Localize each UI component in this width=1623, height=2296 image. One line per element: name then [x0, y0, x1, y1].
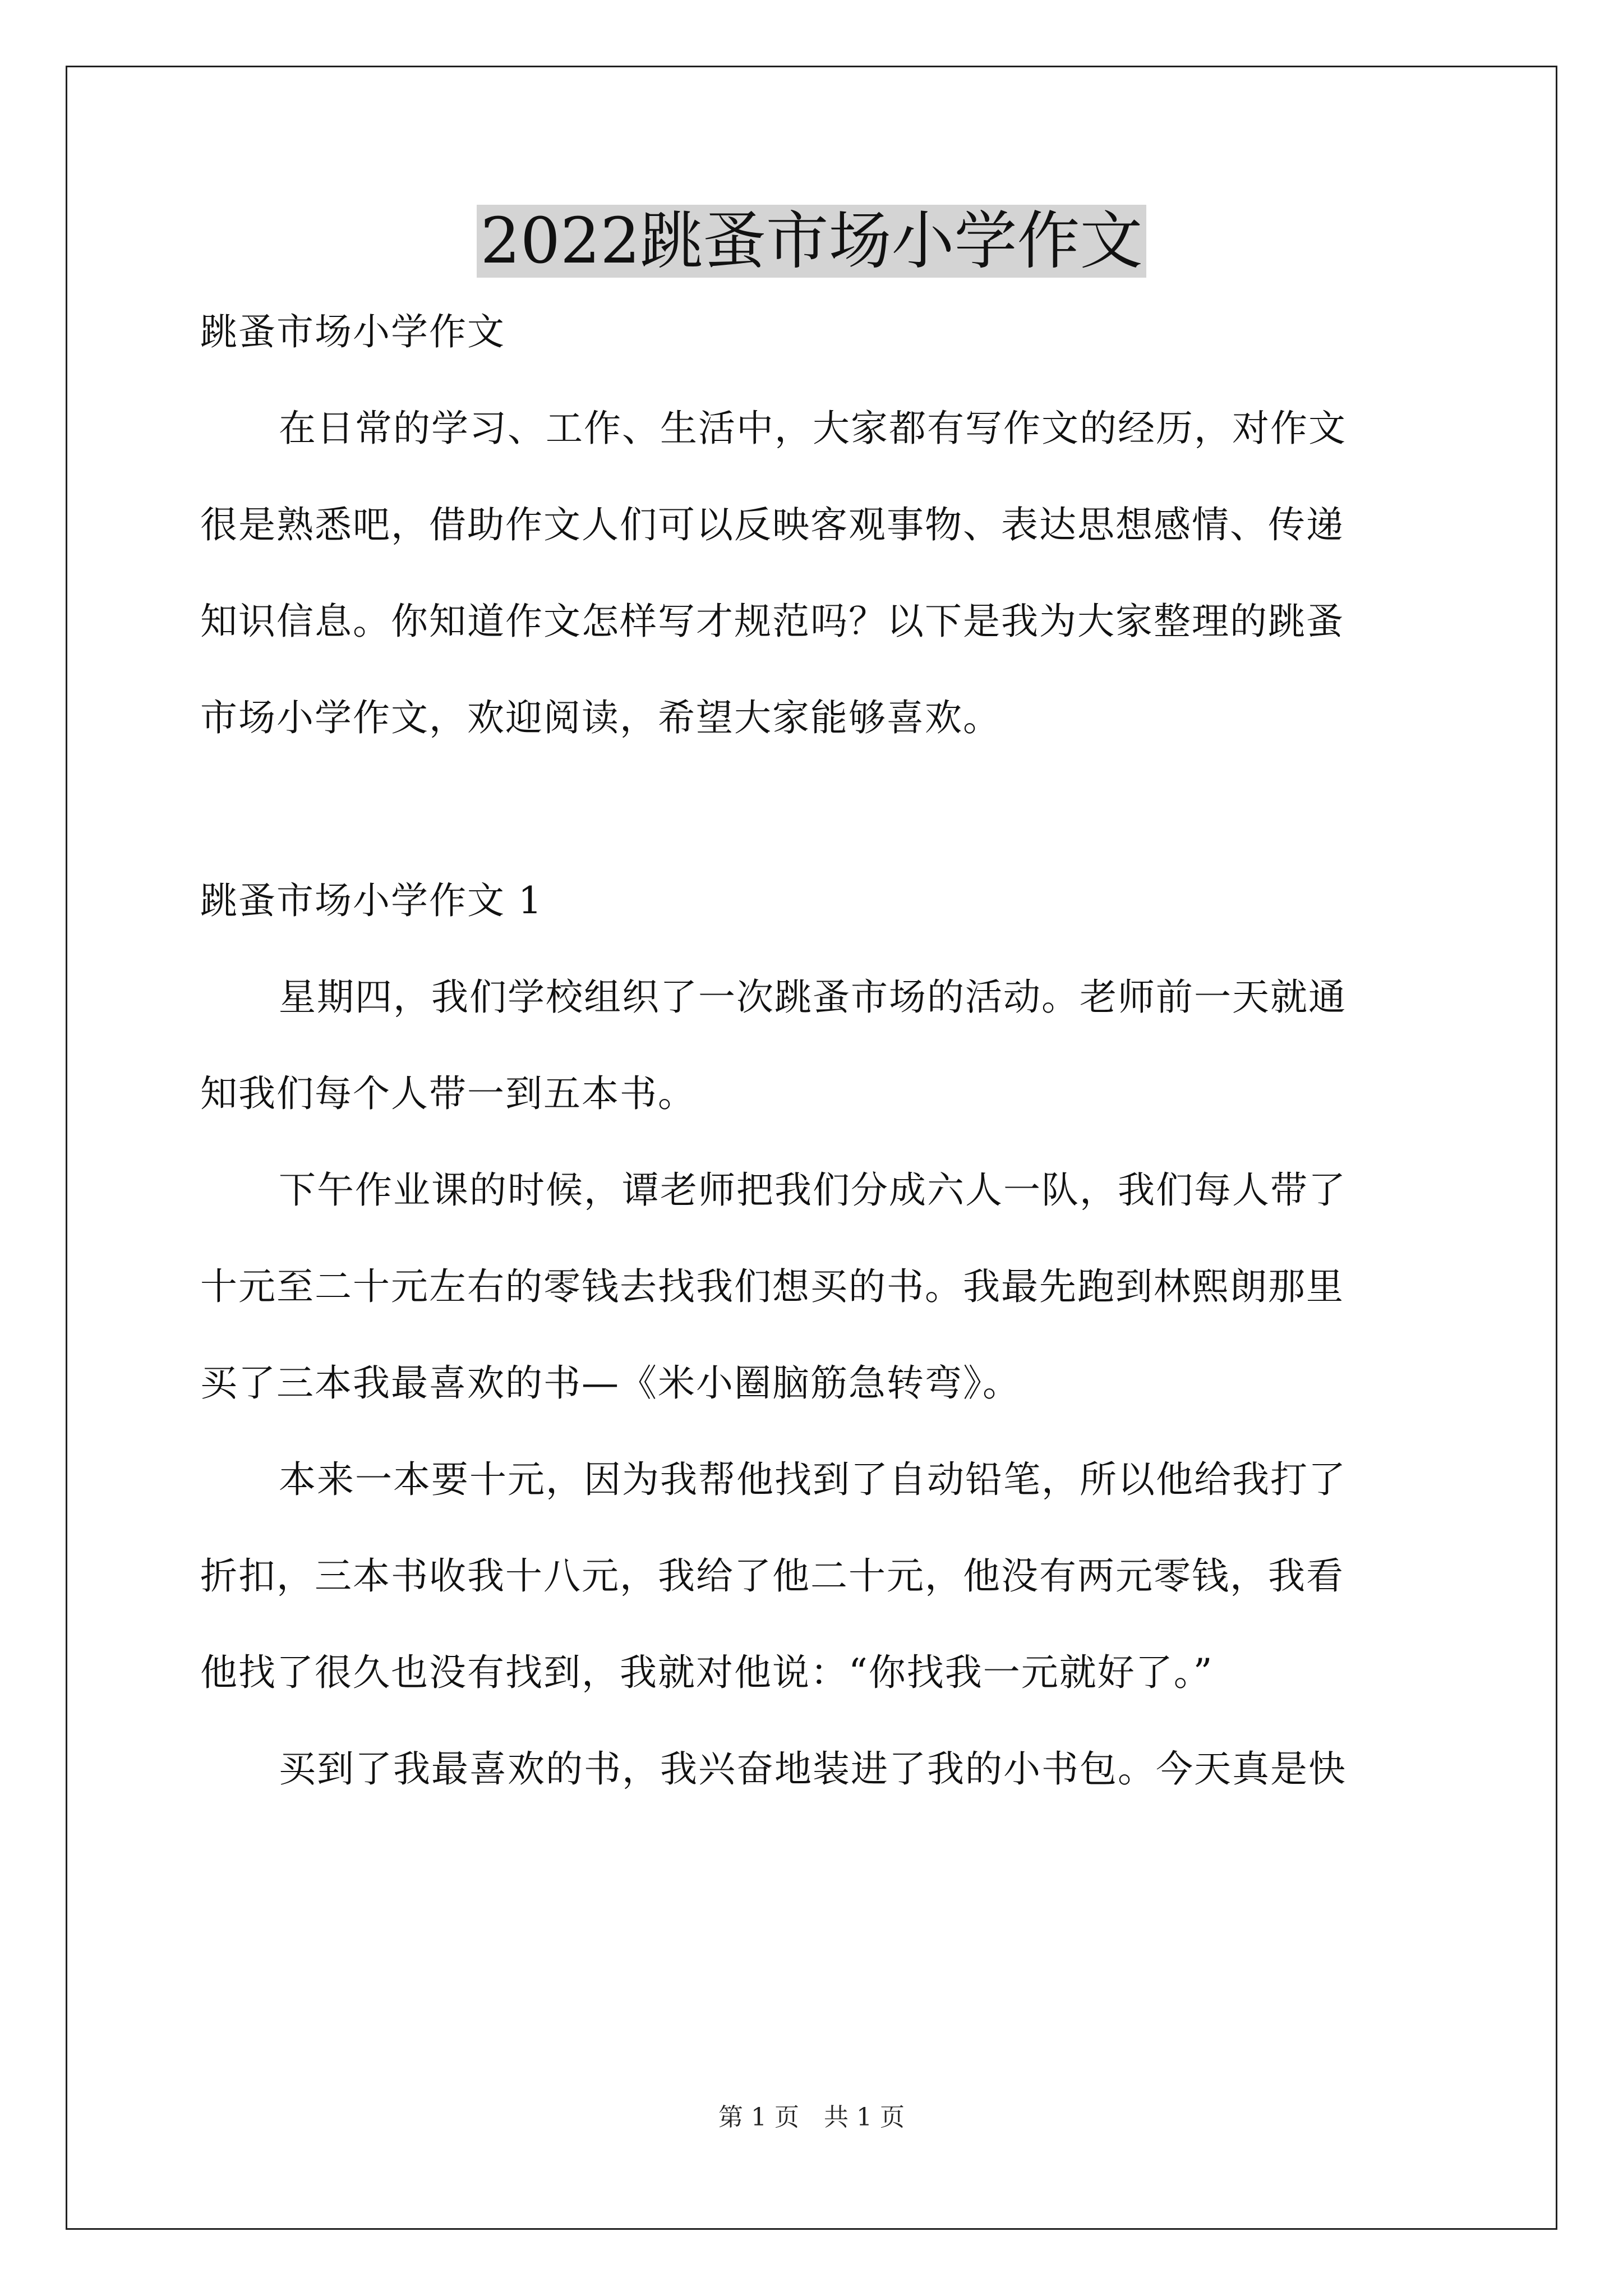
document-title [0, 203, 1623, 279]
text-line: 在日常的学习、工作、生活中，大家都有写作文的经历，对作文 [279, 407, 1347, 450]
text-line: 买到了我最喜欢的书，我兴奋地装进了我的小书包。今天真是快 [279, 1747, 1347, 1791]
text-line: 买了三本我最喜欢的书—《米小圈脑筋急转弯》。 [200, 1361, 1021, 1405]
body-paragraph [200, 1743, 1426, 1796]
page-footer: 第 1 页 共 1 页 [718, 2103, 905, 2132]
text-line: 很是熟悉吧，借助作文人们可以反映客观事物、表达思想感情、传递 [200, 503, 1344, 546]
document-body [200, 306, 1426, 1839]
text-line: 折扣，三本书收我十八元，我给了他二十元，他没有两元零钱，我看 [200, 1554, 1344, 1598]
document-subtitle: 跳蚤市场小学作文 [200, 310, 505, 353]
text-line: 知我们每个人带一到五本书。 [200, 1072, 696, 1115]
intro-paragraph [200, 402, 1426, 744]
text-line: 星期四，我们学校组织了一次跳蚤市场的活动。老师前一天就通 [279, 976, 1347, 1019]
text-line: 下午作业课的时候，谭老师把我们分成六人一队，我们每人带了 [279, 1168, 1347, 1212]
text-line: 市场小学作文，欢迎阅读，希望大家能够喜欢。 [200, 696, 1001, 739]
text-line: 他找了很久也没有找到，我就对他说：“你找我一元就好了。” [200, 1651, 1214, 1694]
body-paragraph [200, 1164, 1426, 1410]
document-title-text: 2022跳蚤市场小学作文 [477, 205, 1146, 278]
text-line: 知识信息。你知道作文怎样写才规范吗？以下是我为大家整理的跳蚤 [200, 600, 1344, 643]
text-line: 十元至二十元左右的零钱去找我们想买的书。我最先跑到林熙朗那里 [200, 1265, 1344, 1308]
body-paragraph [200, 1453, 1426, 1699]
body-paragraph [200, 971, 1426, 1120]
text-line: 本来一本要十元，因为我帮他找到了自动铅笔，所以他给我打了 [279, 1458, 1347, 1501]
section-heading: 跳蚤市场小学作文 1 [200, 879, 543, 922]
